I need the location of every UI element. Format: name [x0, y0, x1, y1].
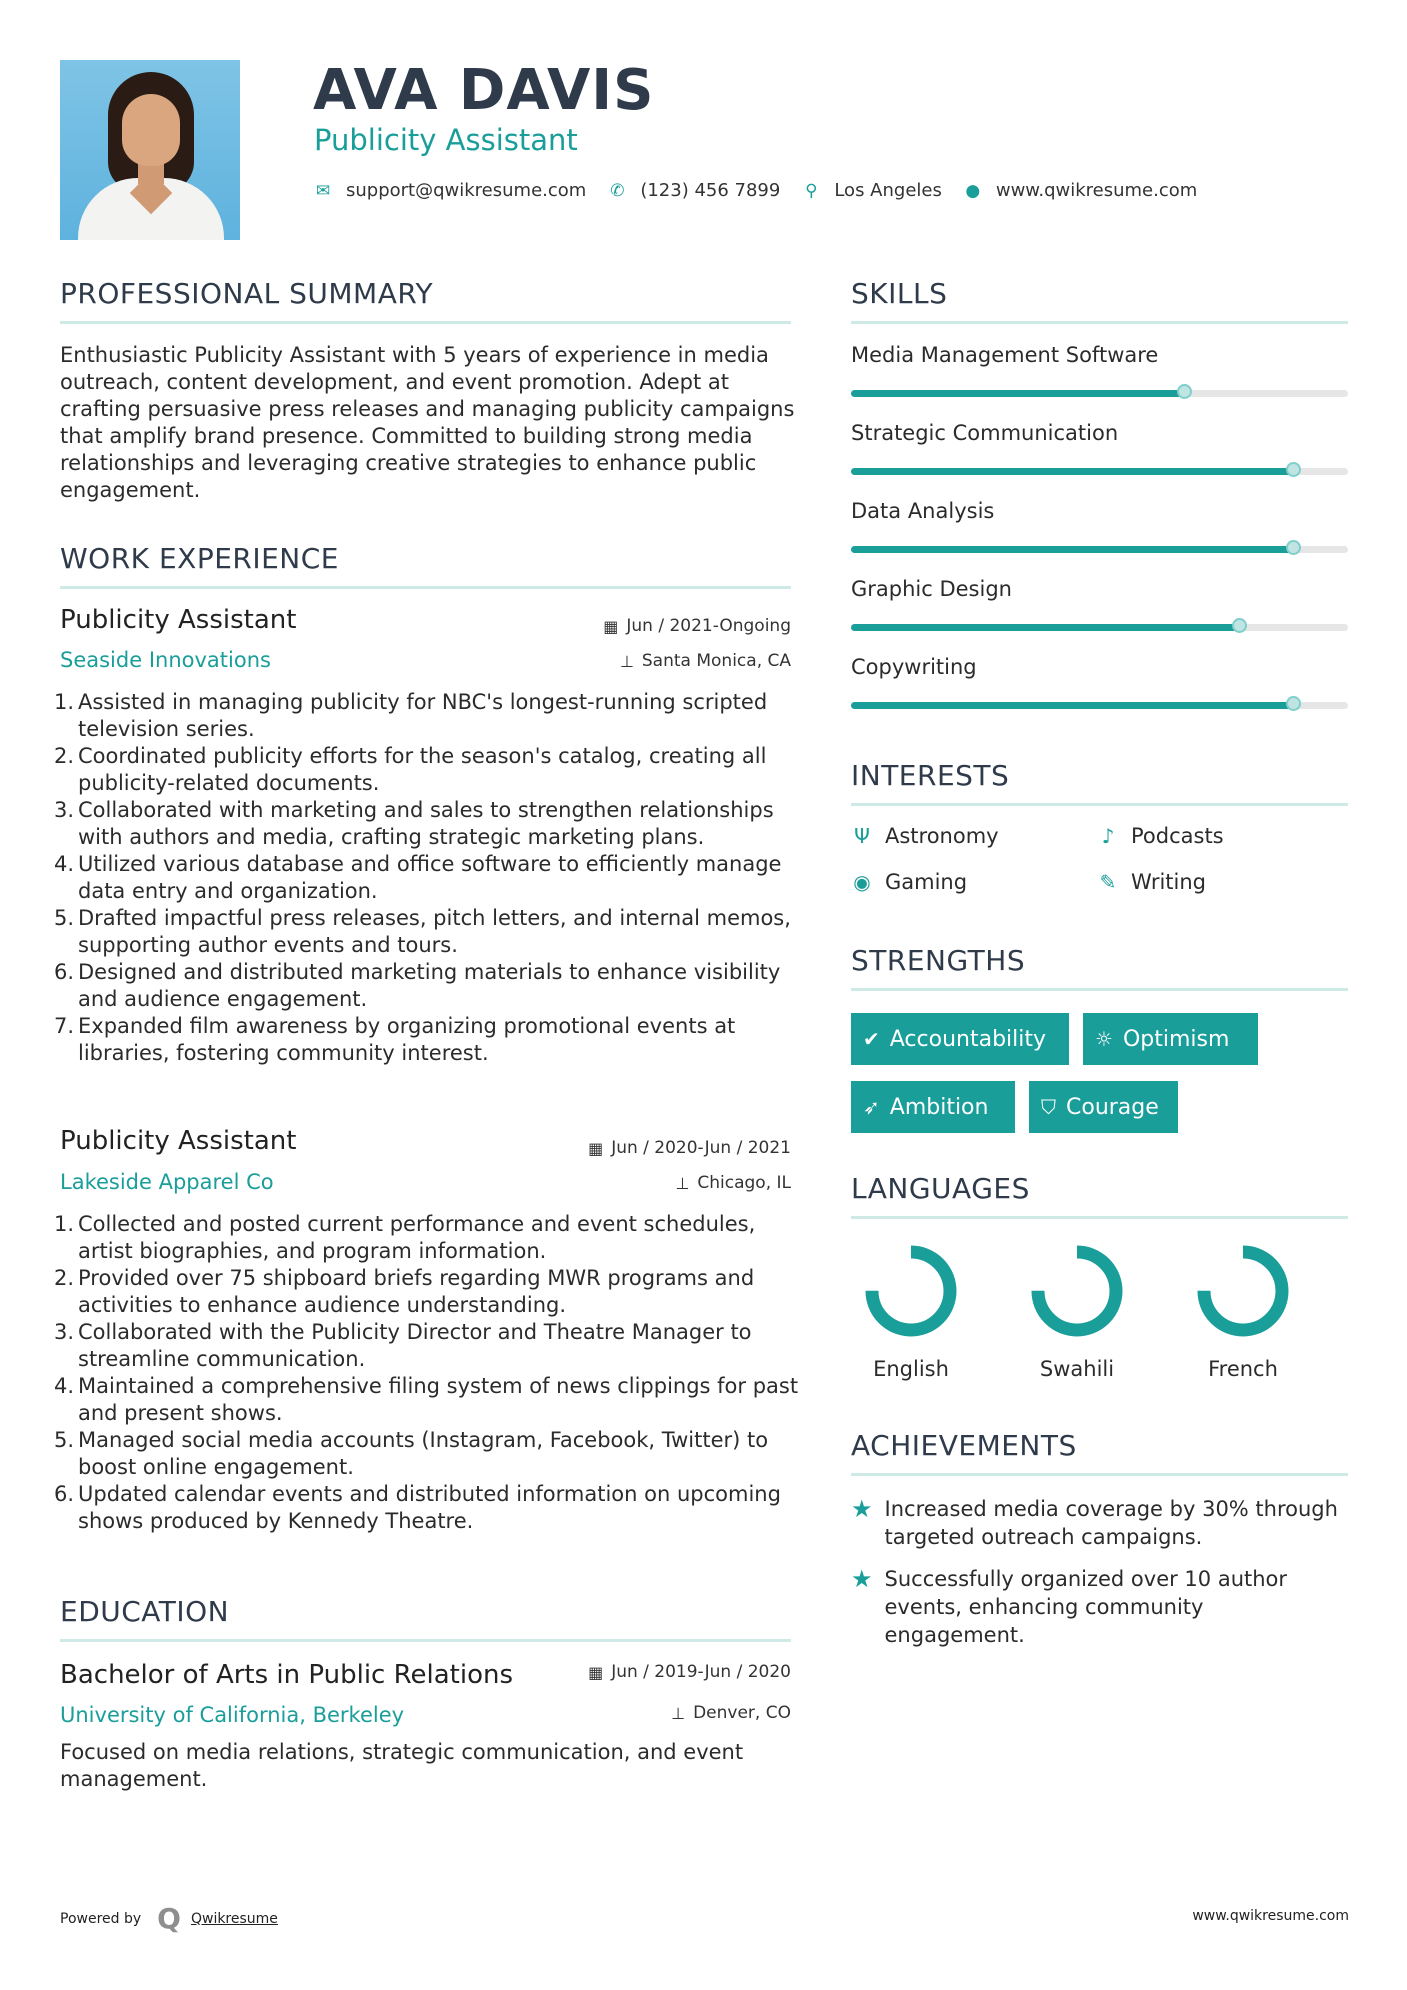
- job-date-text: Jun / 2021-Ongoing: [626, 616, 791, 636]
- skill-bar-fill: [851, 468, 1293, 475]
- school-name: University of California, Berkeley: [60, 1703, 405, 1727]
- achievement-text: Increased media coverage by 30% through targeted outreach campaigns.: [884, 1497, 1338, 1549]
- skill-bar-knob: [1286, 462, 1301, 477]
- education-date: [480, 1662, 791, 1682]
- calendar-icon: ▦: [588, 1138, 604, 1158]
- sun-icon: ☼: [1095, 1027, 1113, 1051]
- summary-text: Enthusiastic Publicity Assistant with 5 years of experience in media outreach, content development, and event promotion. Adept at crafting persuasive press releases and managing publicity campaigns that amplify brand presence. Committed to building strong media relationships and leveraging creative strategies to enhance public engagement.: [60, 343, 795, 502]
- list-item: 4. Utilized various database and office software to efficiently manage data entry and organization.: [53, 852, 782, 903]
- skill-label: Graphic Design: [851, 577, 1012, 601]
- skill-bar: [851, 702, 1348, 709]
- language-ring: [1029, 1243, 1125, 1339]
- skill-bar-knob: [1177, 384, 1192, 399]
- education-heading: EDUCATION: [60, 1595, 230, 1628]
- contact-website[interactable]: [964, 180, 1197, 201]
- utensils-icon: Ψ: [854, 824, 870, 848]
- strength-badge: [851, 1013, 1069, 1065]
- skill-bar: [851, 468, 1348, 475]
- pushpin-icon: ⊥: [675, 1173, 690, 1193]
- list-item: 4. Maintained a comprehensive filing system of news clippings for past and present shows.: [53, 1374, 799, 1425]
- list-item: 3. Collaborated with marketing and sales to strengthen relationships with authors and media, crafting strategic marketing plans.: [53, 798, 774, 849]
- languages-heading: LANGUAGES: [851, 1172, 1030, 1205]
- list-item: 7. Expanded film awareness by organizing promotional events at libraries, fostering community interest.: [53, 1014, 736, 1065]
- skill-bar: [851, 624, 1348, 631]
- language-label: Swahili: [1039, 1357, 1115, 1381]
- location-text: Los Angeles: [834, 180, 942, 201]
- achievement-item: [851, 1565, 1348, 1649]
- achievements-divider: [851, 1473, 1348, 1476]
- list-item: 1. Assisted in managing publicity for NBC's longest-running scripted television series.: [53, 690, 768, 741]
- languages-divider: [851, 1216, 1348, 1219]
- job-location-text: Chicago, IL: [697, 1173, 791, 1193]
- list-item: 2. Coordinated publicity efforts for the season's catalog, creating all publicity-related documents.: [53, 744, 767, 795]
- strength-badge: [851, 1081, 1015, 1133]
- strength-label: Courage: [1066, 1094, 1159, 1120]
- email-text: support@qwikresume.com: [346, 180, 587, 201]
- language-item: [851, 1243, 971, 1381]
- interests-heading: INTERESTS: [851, 759, 1010, 792]
- check-circle-icon: ✔: [863, 1027, 880, 1051]
- job-bullets: [53, 689, 800, 1067]
- skill-label: Media Management Software: [851, 343, 1159, 367]
- contact-email[interactable]: [314, 180, 586, 201]
- job-bullets: [53, 1211, 800, 1535]
- pushpin-icon: ⊥: [619, 651, 634, 671]
- list-item: 5. Drafted impactful press releases, pitch letters, and internal memos, supporting author events and tours.: [53, 906, 791, 957]
- job-company: Lakeside Apparel Co: [60, 1170, 274, 1194]
- language-item: [1017, 1243, 1137, 1381]
- interests-divider: [851, 803, 1348, 806]
- strength-label: Accountability: [889, 1026, 1047, 1052]
- strengths-divider: [851, 988, 1348, 991]
- job-location: [480, 1173, 791, 1193]
- star-icon: ★: [851, 1565, 873, 1593]
- strength-badge: [1029, 1081, 1178, 1133]
- list-item: 2. Provided over 75 shipboard briefs regarding MWR programs and activities to enhance audience understanding.: [53, 1266, 755, 1317]
- experience-divider: [60, 586, 791, 589]
- language-item: [1183, 1243, 1303, 1381]
- education-text: Focused on media relations, strategic communication, and event management.: [60, 1740, 744, 1791]
- list-item: 3. Collaborated with the Publicity Director and Theatre Manager to streamline communication.: [53, 1320, 752, 1371]
- job-title: Publicity Assistant: [60, 1126, 297, 1156]
- summary-divider: [60, 321, 791, 324]
- education-divider: [60, 1639, 791, 1642]
- pencil-icon: ✎: [1099, 870, 1117, 894]
- brand-link[interactable]: Qwikresume: [190, 1910, 278, 1927]
- skill-bar-knob: [1232, 618, 1247, 633]
- calendar-icon: ▦: [588, 1662, 604, 1682]
- profile-photo: [60, 60, 240, 240]
- degree-title: Bachelor of Arts in Public Relations: [60, 1660, 514, 1690]
- experience-heading: WORK EXPERIENCE: [60, 542, 339, 575]
- skill-bar-fill: [851, 546, 1293, 553]
- skill-bar: [851, 546, 1348, 553]
- job-location: [480, 651, 791, 671]
- skill-bar: [851, 390, 1348, 397]
- interest-item: [1097, 824, 1224, 848]
- phone-icon: ✆: [610, 180, 625, 201]
- interest-item: [1097, 870, 1206, 894]
- pushpin-icon: ⊥: [671, 1703, 686, 1723]
- contact-bar: [314, 180, 1219, 201]
- skill-bar-fill: [851, 624, 1239, 631]
- list-item: 6. Updated calendar events and distributed information on upcoming shows produced by Kennedy Theatre.: [53, 1482, 781, 1533]
- achievement-text: Successfully organized over 10 author events, enhancing community engagement.: [884, 1567, 1288, 1647]
- skill-label: Strategic Communication: [851, 421, 1119, 445]
- list-item: 1. Collected and posted current performance and event schedules, artist biographies, and program information.: [53, 1212, 756, 1263]
- list-item: 6. Designed and distributed marketing materials to enhance visibility and audience engagement.: [53, 960, 781, 1011]
- job-company: Seaside Innovations: [60, 648, 271, 672]
- rocket-icon: ➶: [863, 1095, 880, 1119]
- strength-badge: [1083, 1013, 1258, 1065]
- contact-phone[interactable]: [608, 180, 780, 201]
- phone-text: (123) 456 7899: [640, 180, 781, 201]
- calendar-icon: ▦: [603, 616, 619, 636]
- job-date-text: Jun / 2020-Jun / 2021: [611, 1138, 791, 1158]
- microphone-icon: ♪: [1101, 824, 1115, 848]
- skill-label: Copywriting: [851, 655, 977, 679]
- language-label: French: [1208, 1357, 1278, 1381]
- skill-bar-knob: [1286, 540, 1301, 555]
- achievements-heading: ACHIEVEMENTS: [851, 1429, 1077, 1462]
- skill-bar-knob: [1286, 696, 1301, 711]
- interest-label: Astronomy: [885, 824, 999, 848]
- qwikresume-logo-icon: Q: [157, 1902, 181, 1935]
- list-item: 5. Managed social media accounts (Instagram, Facebook, Twitter) to boost online engagement.: [53, 1428, 769, 1479]
- interest-label: Podcasts: [1131, 824, 1224, 848]
- education-location: [480, 1703, 791, 1723]
- envelope-icon: ✉: [315, 180, 331, 201]
- skills-divider: [851, 321, 1348, 324]
- interest-label: Writing: [1131, 870, 1206, 894]
- shield-icon: ⛉: [1041, 1095, 1056, 1119]
- strength-label: Optimism: [1122, 1026, 1230, 1052]
- globe-icon: ●: [965, 180, 981, 201]
- interest-item: [851, 824, 999, 848]
- candidate-role: Publicity Assistant: [314, 123, 578, 157]
- star-icon: ★: [851, 1495, 873, 1523]
- education-date-text: Jun / 2019-Jun / 2020: [611, 1662, 791, 1682]
- candidate-name: AVA DAVIS: [313, 58, 655, 123]
- footer-site[interactable]: www.qwikresume.com: [1192, 1908, 1349, 1924]
- contact-location: [802, 180, 942, 201]
- job-date: [480, 616, 791, 636]
- education-location-text: Denver, CO: [693, 1703, 791, 1723]
- language-label: English: [873, 1357, 949, 1381]
- powered-by-text: Powered by: [60, 1910, 142, 1927]
- job-title: Publicity Assistant: [60, 605, 297, 635]
- website-text: www.qwikresume.com: [995, 180, 1198, 201]
- summary-heading: PROFESSIONAL SUMMARY: [60, 277, 434, 310]
- map-marker-icon: ⚲: [805, 180, 818, 201]
- interest-label: Gaming: [885, 870, 968, 894]
- strength-label: Ambition: [889, 1094, 989, 1120]
- interest-item: [851, 870, 967, 894]
- job-location-text: Santa Monica, CA: [641, 651, 791, 671]
- skill-bar-fill: [851, 390, 1184, 397]
- language-ring: [1195, 1243, 1291, 1339]
- skills-heading: SKILLS: [851, 277, 948, 310]
- strengths-heading: STRENGTHS: [851, 944, 1026, 977]
- language-ring: [863, 1243, 959, 1339]
- footer-powered-by: [60, 1902, 278, 1935]
- skill-label: Data Analysis: [851, 499, 995, 523]
- skill-bar-fill: [851, 702, 1293, 709]
- achievement-item: [851, 1495, 1348, 1551]
- job-date: [480, 1138, 791, 1158]
- gamepad-icon: ◉: [853, 870, 871, 894]
